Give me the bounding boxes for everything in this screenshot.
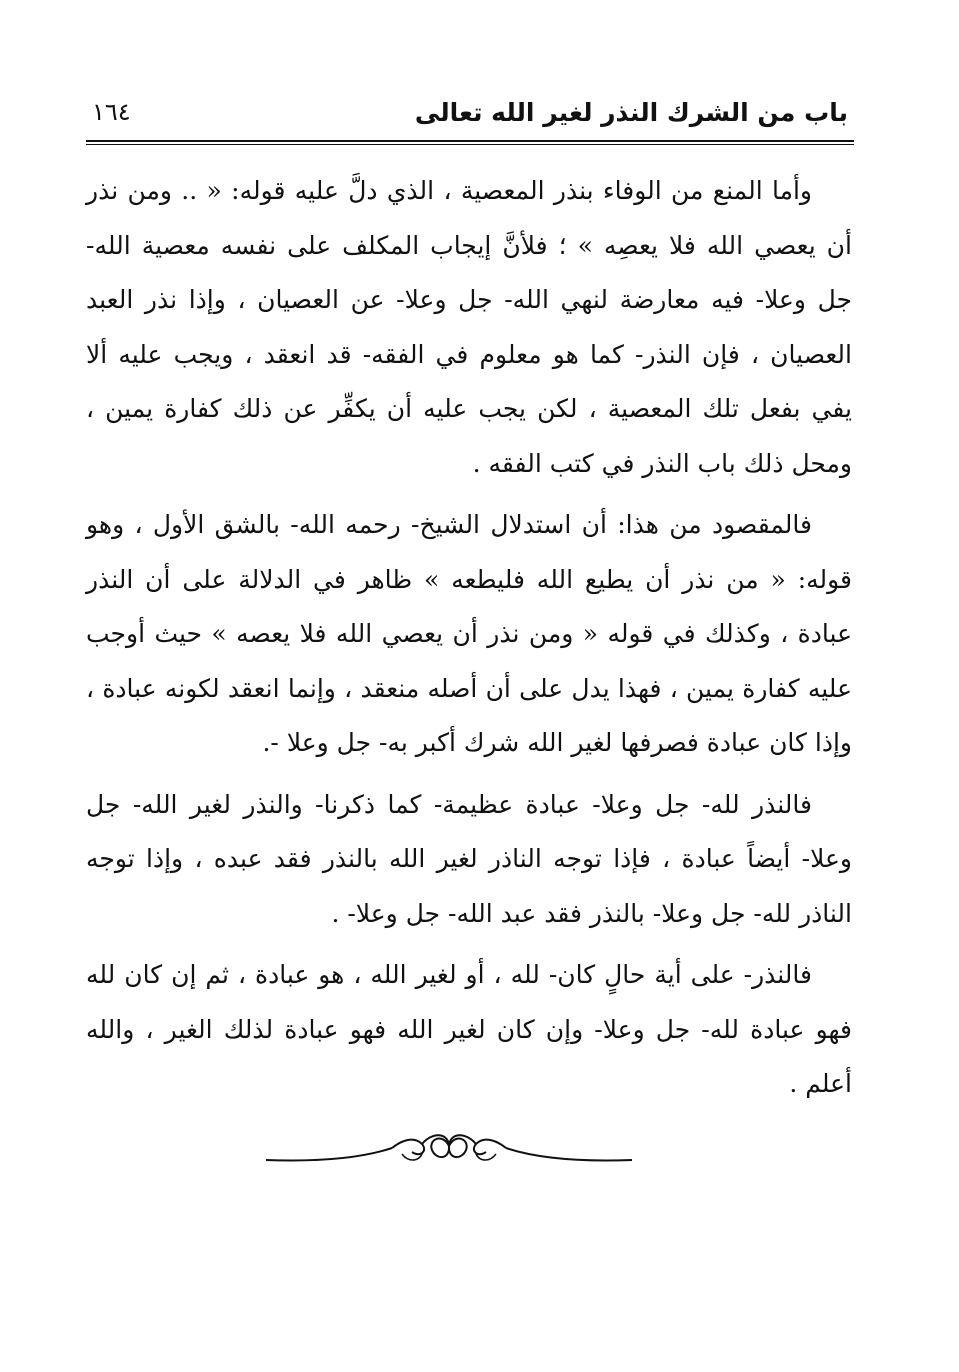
body-text [86,164,852,1119]
end-ornament-icon [262,1118,636,1174]
paragraph-1: وأما المنع من الوفاء بنذر المعصية ، الذي دلَّ عليه قوله: « .. ومن نذر أن يعصي الله فلا يعصِه » ؛ فلأنَّ إيجاب المكلف على نفسه معصية الله- جل وعلا- فيه معارضة لنهي الله- جل وعلا- عن العصيان ، وإذا نذر العبد العصيان ، فإن النذر- كما هو معلوم في الفقه- قد انعقد ، ويجب عليه ألا يفي بفعل تلك المعصية ، لكن يجب عليه أن يكفِّر عن ذلك كفارة يمين ، ومحل ذلك باب النذر في كتب الفقه . [86,176,852,478]
header-divider [86,140,854,142]
paragraph-4: فالنذر- على أية حالٍ كان- لله ، أو لغير الله ، هو عبادة ، ثم إن كان لله فهو عبادة لله- جل وعلا- وإن كان لغير الله فهو عبادة لذلك الغير ، والله أعلم . [86,960,852,1098]
header-divider-thin [86,144,854,145]
running-header [86,92,854,138]
paragraph-3: فالنذر لله- جل وعلا- عبادة عظيمة- كما ذكرنا- والنذر لغير الله- جل وعلا- أيضاً عبادة ، فإذا توجه الناذر لغير الله بالنذر فقد عبده ، وإذا توجه الناذر لله- جل وعلا- بالنذر فقد عبد الله- جل وعلا- . [86,789,852,928]
page-number: ١٦٤ [92,98,131,126]
chapter-title: باب من الشرك النذر لغير الله تعالى [414,98,848,127]
paragraph-2: فالمقصود من هذا: أن استدلال الشيخ- رحمه الله- بالشق الأول ، وهو قوله: « من نذر أن يطيع الله فليطعه » ظاهر في الدلالة على أن النذر عبادة ، وكذلك في قوله « ومن نذر أن يعصي الله فلا يعصه » حيث أوجب عليه كفارة يمين ، فهذا يدل على أن أصله منعقد ، وإنما انعقد لكونه عبادة ، وإذا كان عبادة فصرفها لغير الله شرك أكبر به- جل وعلا -. [86,510,852,757]
